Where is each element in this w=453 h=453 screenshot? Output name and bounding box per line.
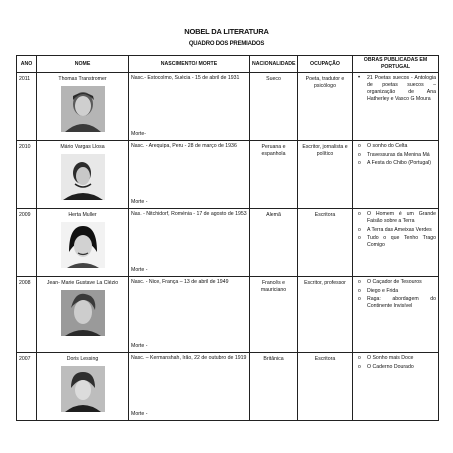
- document-title: NOBEL DA LITERATURA: [184, 27, 269, 36]
- occupation-cell: Escritora: [298, 353, 353, 421]
- name-cell: [37, 353, 129, 421]
- works-cell: [353, 353, 439, 421]
- year-cell: 2008: [17, 277, 37, 353]
- birth-info: Nas. - Nitchidorf, Roménia - 17 de agosto de 1953: [131, 211, 247, 217]
- occupation-cell: Escritor, jornalista e político: [298, 141, 353, 209]
- laureate-name: Doris Lessing: [66, 356, 99, 362]
- work-item: o Raga: abordagem do Continente Invisível: [367, 296, 436, 310]
- works-cell: [353, 277, 439, 353]
- name-cell: [37, 209, 129, 277]
- work-item: o A Terra das Ameixas Verdes: [367, 227, 436, 234]
- work-item: o Diego e Frida: [367, 288, 436, 295]
- table-row: [17, 353, 439, 421]
- work-item: o Travessuras da Menina Má: [367, 152, 436, 159]
- nationality-cell: Alemã: [250, 209, 298, 277]
- death-info: Morte -: [131, 343, 148, 349]
- work-item: o O Sonho mais Doce: [367, 355, 436, 362]
- laureate-name: Thomas Transtromer: [58, 76, 107, 82]
- birth-info: Nasc. – Kermanshah, Irão, 22 de outubro de 1919: [131, 355, 247, 361]
- birth-info: Nasc. - Arequipa, Peru - 28 de março de 1936: [131, 143, 237, 149]
- nationality-cell: Sueco: [250, 73, 298, 141]
- table-row: [17, 209, 439, 277]
- portrait-photo: [61, 290, 105, 336]
- header-nascimento-morte: NASCIMENTO/ MORTE: [129, 56, 250, 73]
- work-item: o O Caçador de Tesouros: [367, 279, 436, 286]
- laureate-name: Mário Vargas Llosa: [60, 144, 105, 150]
- birth-info: Nasc. - Nice, França – 13 de abril de 1949: [131, 279, 229, 285]
- work-item: • 21 Poetas suecos - Antologia de poetas suecos – organização de Ana Hatherley e Vasco G Moura: [367, 75, 436, 103]
- portrait-photo: [61, 86, 105, 132]
- table-row: [17, 73, 439, 141]
- work-item: o O Homem é um Grande Faisão sobre a Terra: [367, 211, 436, 225]
- document-subtitle: QUADRO DOS PREMIADOS: [188, 41, 265, 47]
- works-cell: [353, 209, 439, 277]
- birth-death-cell: [129, 141, 250, 209]
- portrait-photo: [61, 366, 105, 412]
- laureate-name: Herta Muller: [68, 212, 97, 218]
- work-item: o O sonho do Celta: [367, 143, 436, 150]
- work-item: o O Caderno Dourado: [367, 364, 436, 371]
- occupation-cell: Escritor, professor: [298, 277, 353, 353]
- birth-death-cell: [129, 209, 250, 277]
- death-info: Morte -: [131, 411, 148, 417]
- occupation-cell: Escritora: [298, 209, 353, 277]
- nationality-cell: Francês e mauriciano: [250, 277, 298, 353]
- table-row: [17, 277, 439, 353]
- year-cell: 2010: [17, 141, 37, 209]
- header-nome: NOME: [37, 56, 129, 73]
- laureate-name: Jean- Marie Gustave La Clézio: [46, 280, 119, 286]
- occupation-cell: Poeta, tradutor e psicólogo: [298, 73, 353, 141]
- birth-death-cell: [129, 73, 250, 141]
- works-cell: [353, 73, 439, 141]
- year-cell: 2011: [17, 73, 37, 141]
- name-cell: [37, 141, 129, 209]
- name-cell: [37, 73, 129, 141]
- table-header-row: [17, 56, 439, 73]
- portrait-photo: [61, 154, 105, 200]
- name-cell: [37, 277, 129, 353]
- birth-info: Nasc.- Estocolmo, Suécia - 15 de abril de 1931: [131, 75, 240, 81]
- year-cell: 2007: [17, 353, 37, 421]
- table-row: [17, 141, 439, 209]
- laureates-table: [16, 55, 439, 421]
- nationality-cell: Britânica: [250, 353, 298, 421]
- header-nacionalidade: NACIONALIDADE: [250, 56, 298, 73]
- portrait-photo: [61, 222, 105, 268]
- birth-death-cell: [129, 277, 250, 353]
- works-cell: [353, 141, 439, 209]
- death-info: Morte-: [131, 131, 146, 137]
- header-ano: ANO: [17, 56, 37, 73]
- work-item: o A Festa do Chibo (Portugal): [367, 160, 436, 167]
- header-ocupacao: OCUPAÇÃO: [298, 56, 353, 73]
- nationality-cell: Peruana e espanhola: [250, 141, 298, 209]
- header-obras: OBRAS PUBLICADAS EM PORTUGAL: [353, 56, 439, 73]
- work-item: o Tudo o que Tenho Trago Comigo: [367, 235, 436, 249]
- death-info: Morte -: [131, 267, 148, 273]
- year-cell: 2009: [17, 209, 37, 277]
- death-info: Morte -: [131, 199, 148, 205]
- birth-death-cell: [129, 353, 250, 421]
